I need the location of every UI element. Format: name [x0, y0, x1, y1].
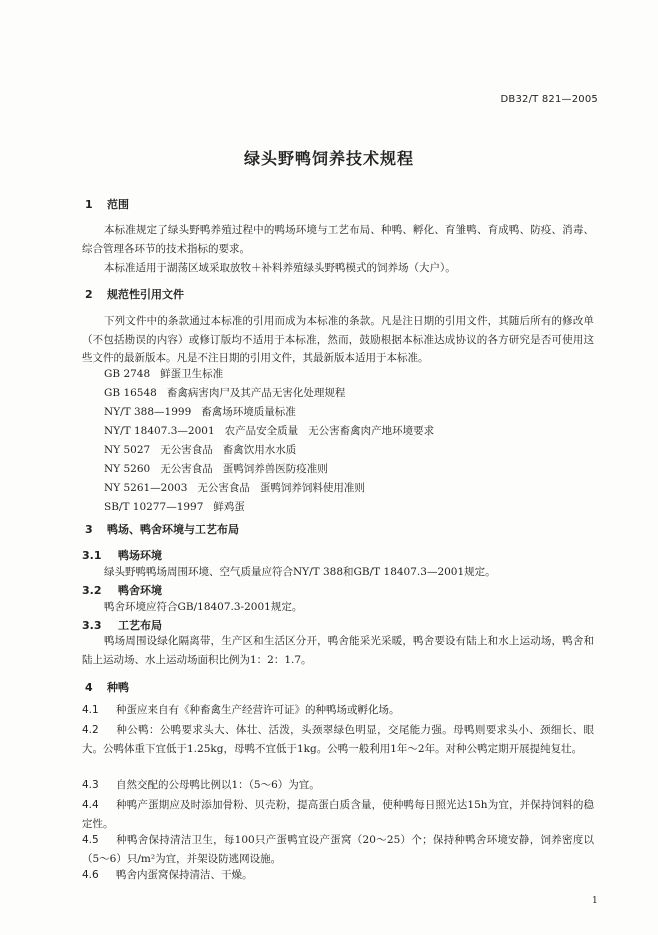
- section-number: 1: [85, 198, 93, 211]
- section-1-paragraph-2: 本标准适用于湖荡区域采取放牧＋补料养殖绿头野鸭模式的饲养场（大户）。: [104, 262, 456, 274]
- page-number: 1: [592, 896, 598, 906]
- clause-text: 种公鸭：公鸭要求头大、体壮、活泼，头颈翠绿色明显，交尾能力强。母鸭则要求头小、颈细长、眼大。公鸭体重下宜低于1.25kg，母鸭不宜低于1kg。公鸭一般利用1年～2年。对种公鸭定期开展提纯复壮。: [82, 724, 594, 755]
- clause-number: 4.6: [82, 869, 99, 881]
- clause-4-5: [82, 831, 594, 868]
- clause-4-2: [82, 721, 594, 758]
- subsection-3-1-heading: [82, 547, 162, 563]
- section-title: 种鸭: [107, 681, 129, 694]
- clause-text: 种蛋应来自有《种畜禽生产经营许可证》的种鸭场或孵化场。: [116, 704, 400, 716]
- standard-code: DB32/T 821—2005: [500, 94, 598, 105]
- section-3-heading: [85, 521, 239, 537]
- clause-text: 种鸭产蛋期应及时添加骨粉、贝壳粉，提高蛋白质含量，使种鸭每日照光达15h为宜，并保持饲料的稳定性。: [82, 799, 594, 830]
- reference-item: NY/T 388—1999 畜禽场环境质量标准: [104, 406, 296, 418]
- section-title: 范围: [107, 198, 129, 211]
- subsection-3-1-text: 绿头野鸭鸭场周围环境、空气质量应符合NY/T 388和GB/T 18407.3—2001规定。: [104, 566, 496, 578]
- clause-4-3: [82, 776, 594, 795]
- clause-text: 鸭舍内蛋窝保持清洁、干燥。: [116, 869, 253, 881]
- section-title: 鸭场、鸭舍环境与工艺布局: [107, 523, 239, 536]
- subsection-title: 工艺布局: [118, 619, 162, 632]
- section-4-heading: [85, 679, 129, 695]
- reference-item: NY 5261—2003 无公害食品 蛋鸭饲养饲料使用准则: [104, 482, 365, 494]
- subsection-number: 3.2: [82, 584, 102, 597]
- clause-number: 4.1: [82, 704, 99, 716]
- subsection-3-3-text: 鸭场周围设绿化隔离带，生产区和生活区分开，鸭舍能采光采暖，鸭舍要设有陆上和水上运动场，鸭舍和陆上运动场、水上运动场面积比例为1：2：1.7。: [82, 635, 594, 666]
- section-1-heading: [85, 196, 129, 212]
- clause-number: 4.5: [82, 834, 99, 846]
- reference-item: GB 16548 畜禽病害肉尸及其产品无害化处理规程: [104, 387, 346, 399]
- section-number: 4: [85, 681, 93, 694]
- section-2-paragraph-1: 下列文件中的条款通过本标准的引用而成为本标准的条款。凡是注日期的引用文件，其随后所有的修改单（不包括勘误的内容）或修订版均不适用于本标准，然而，鼓励根据本标准达成协议的各方研究是否可使用这些文件的最新版本。凡是不注日期的引用文件，其最新版本适用于本标准。: [82, 315, 594, 364]
- section-1-paragraph-1: 本标准规定了绿头野鸭养殖过程中的鸭场环境与工艺布局、种鸭、孵化、育雏鸭、育成鸭、防疫、消毒、综合管理各环节的技术指标的要求。: [82, 224, 594, 255]
- clause-number: 4.4: [82, 799, 99, 811]
- subsection-title: 鸭舍环境: [118, 584, 162, 597]
- clause-text: 自然交配的公母鸭比例以1：（5～6）为宜。: [116, 779, 320, 791]
- clause-4-1: [82, 701, 594, 720]
- clause-text: 种鸭舍保持清洁卫生，每100只产蛋鸭宜设产蛋窝（20～25）个；保持种鸭舍环境安静，饲养密度以（5～6）只/m²为宜，并架设防逃网设施。: [82, 834, 594, 865]
- subsection-3-2-text: 鸭舍环境应符合GB/18407.3-2001规定。: [104, 601, 303, 613]
- clause-number: 4.2: [82, 724, 99, 736]
- subsection-number: 3.1: [82, 549, 102, 562]
- reference-item: NY/T 18407.3—2001 农产品安全质量 无公害畜禽肉产地环境要求: [104, 425, 435, 437]
- subsection-title: 鸭场环境: [118, 549, 162, 562]
- reference-item: SB/T 10277—1997 鲜鸡蛋: [104, 501, 245, 513]
- section-2-heading: [85, 286, 184, 302]
- reference-item: NY 5260 无公害食品 蛋鸭饲养兽医防疫准则: [104, 463, 328, 475]
- section-number: 2: [85, 288, 93, 301]
- clause-4-4: [82, 796, 594, 833]
- section-title: 规范性引用文件: [107, 288, 184, 301]
- section-number: 3: [85, 523, 93, 536]
- clause-4-6: [82, 866, 594, 885]
- subsection-3-2-heading: [82, 582, 162, 598]
- subsection-3-3-heading: [82, 617, 162, 633]
- clause-number: 4.3: [82, 779, 99, 791]
- reference-item: GB 2748 鲜蛋卫生标准: [104, 368, 224, 380]
- subsection-number: 3.3: [82, 619, 102, 632]
- reference-item: NY 5027 无公害食品 畜禽饮用水水质: [104, 444, 297, 456]
- document-title: 绿头野鸭饲养技术规程: [243, 149, 414, 168]
